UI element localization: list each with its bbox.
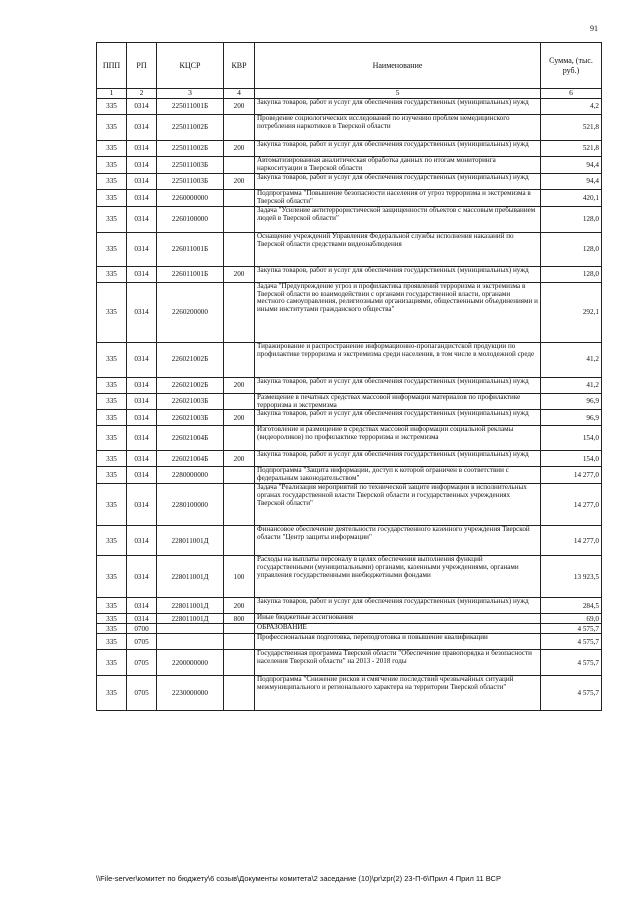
- cell-ppp: 335: [97, 426, 127, 451]
- cell-sum: 13 923,5: [541, 556, 602, 598]
- cell-kcsr: 225011003Б: [157, 157, 224, 174]
- cell-rp: 0314: [127, 410, 157, 426]
- cell-kcsr: 226021003Б: [157, 410, 224, 426]
- cell-sum: 14 277,0: [541, 484, 602, 526]
- cell-rp: 0700: [127, 624, 157, 634]
- cell-sum: 4,2: [541, 99, 602, 115]
- cell-ppp: 335: [97, 141, 127, 157]
- cell-ppp: 335: [97, 99, 127, 115]
- table-row: [97, 282, 602, 342]
- column-number: 2: [127, 89, 157, 99]
- cell-sum: 14 277,0: [541, 526, 602, 556]
- cell-kcsr: 228011001Д: [157, 526, 224, 556]
- cell-rp: 0314: [127, 189, 157, 206]
- cell-kcsr: 225011001Б: [157, 99, 224, 115]
- cell-kcsr: 226021004Б: [157, 451, 224, 467]
- cell-ppp: 335: [97, 282, 127, 342]
- cell-name: Закупка товаров, работ и услуг для обеспечения государственных (муниципальных) нужд: [255, 410, 541, 426]
- cell-ppp: 335: [97, 634, 127, 650]
- cell-name: Задача "Предупреждение угроз и профилактика проявлений терроризма и экстремизма в Тверской области во взаимодействии с органами государственной власти, органами местного самоуправления, религиозными организациями, общественными объединениями и иными институтами гражданского общества": [255, 282, 541, 342]
- cell-name: Задача "Усиление антитеррористической защищенности объектов с массовым пребыванием людей в Тверской области": [255, 206, 541, 232]
- cell-kvr: [224, 342, 255, 377]
- cell-sum: 154,0: [541, 451, 602, 467]
- cell-kvr: 200: [224, 598, 255, 614]
- cell-rp: 0314: [127, 393, 157, 410]
- cell-sum: 96,9: [541, 410, 602, 426]
- cell-rp: 0314: [127, 282, 157, 342]
- table-row: [97, 232, 602, 266]
- cell-ppp: 335: [97, 393, 127, 410]
- cell-ppp: 335: [97, 556, 127, 598]
- cell-kvr: [224, 206, 255, 232]
- cell-sum: 4 575,7: [541, 650, 602, 676]
- header-name: Наименование: [255, 43, 541, 89]
- table-row: [97, 614, 602, 624]
- cell-kvr: [224, 634, 255, 650]
- cell-kcsr: [157, 634, 224, 650]
- cell-kvr: [224, 426, 255, 451]
- cell-kvr: 200: [224, 266, 255, 282]
- cell-name: Автоматизированная аналитическая обработка данных по итогам мониторинга наркоситуации в Тверской области: [255, 157, 541, 174]
- cell-rp: 0314: [127, 141, 157, 157]
- cell-kvr: [224, 282, 255, 342]
- cell-rp: 0314: [127, 115, 157, 141]
- cell-kcsr: 2280000000: [157, 467, 224, 484]
- table-row: [97, 467, 602, 484]
- cell-name: Оснащение учреждений Управления Федеральной службы исполнения наказаний по Тверской области средствами видеонаблюдения: [255, 232, 541, 266]
- budget-table: [96, 42, 602, 711]
- table-row: [97, 99, 602, 115]
- cell-name: Тиражирование и распространение информационно-пропагандистской продукции по профилактике терроризма и экстремизма среди населения, в том числе в молодежной среде: [255, 342, 541, 377]
- cell-sum: 41,2: [541, 342, 602, 377]
- cell-name: Размещение в печатных средствах массовой информации материалов по профилактике терроризма и экстремизма: [255, 393, 541, 410]
- cell-rp: 0705: [127, 634, 157, 650]
- table-row: [97, 556, 602, 598]
- cell-sum: 292,1: [541, 282, 602, 342]
- table-row: [97, 266, 602, 282]
- cell-kvr: [224, 393, 255, 410]
- cell-kvr: [224, 189, 255, 206]
- cell-kvr: 200: [224, 141, 255, 157]
- cell-rp: 0314: [127, 484, 157, 526]
- cell-name: Закупка товаров, работ и услуг для обеспечения государственных (муниципальных) нужд: [255, 377, 541, 393]
- table-row: [97, 206, 602, 232]
- cell-kvr: 200: [224, 173, 255, 189]
- cell-rp: 0314: [127, 556, 157, 598]
- cell-sum: 128,0: [541, 232, 602, 266]
- column-number: 4: [224, 89, 255, 99]
- cell-name: Закупка товаров, работ и услуг для обеспечения государственных (муниципальных) нужд: [255, 266, 541, 282]
- cell-sum: 420,1: [541, 189, 602, 206]
- cell-sum: 94,4: [541, 157, 602, 174]
- table-row: [97, 634, 602, 650]
- cell-ppp: 335: [97, 173, 127, 189]
- header-ppp: ППП: [97, 43, 127, 89]
- cell-rp: 0314: [127, 526, 157, 556]
- cell-kcsr: [157, 624, 224, 634]
- table-row: [97, 676, 602, 711]
- cell-rp: 0314: [127, 614, 157, 624]
- header-rp: РП: [127, 43, 157, 89]
- cell-name: Задача "Реализация мероприятий по технической защите информации в исполнительных органах государственной власти Тверской области и государственных учреждениях Тверской области": [255, 484, 541, 526]
- cell-kcsr: 2280100000: [157, 484, 224, 526]
- cell-rp: 0314: [127, 99, 157, 115]
- cell-name: Изготовление и размещение в средствах массовой информации социальной рекламы (видеороликов) по профилактике терроризма и экстремизма: [255, 426, 541, 451]
- cell-kcsr: 228011001Д: [157, 598, 224, 614]
- column-number: 1: [97, 89, 127, 99]
- cell-kcsr: 2230000000: [157, 676, 224, 711]
- cell-kvr: 200: [224, 410, 255, 426]
- cell-ppp: 335: [97, 189, 127, 206]
- table-row: [97, 624, 602, 634]
- cell-name: ОБРАЗОВАНИЕ: [255, 624, 541, 634]
- cell-sum: 4 575,7: [541, 676, 602, 711]
- cell-kvr: [224, 526, 255, 556]
- cell-ppp: 335: [97, 484, 127, 526]
- cell-ppp: 335: [97, 115, 127, 141]
- cell-kcsr: 2200000000: [157, 650, 224, 676]
- cell-kcsr: 2260200000: [157, 282, 224, 342]
- cell-kvr: 100: [224, 556, 255, 598]
- cell-kcsr: 225011003Б: [157, 173, 224, 189]
- cell-kcsr: 226021004Б: [157, 426, 224, 451]
- cell-kcsr: 228011001Д: [157, 556, 224, 598]
- cell-name: Подпрограмма "Защита информации, доступ к которой ограничен в соответствии с федеральным законодательством": [255, 467, 541, 484]
- cell-kvr: [224, 676, 255, 711]
- cell-kcsr: 225011002Б: [157, 115, 224, 141]
- cell-name: Расходы на выплаты персоналу в целях обеспечения выполнения функций государственными (муниципальными) органами, казенными учреждениями, органами управления государственными внебюджетными фондами: [255, 556, 541, 598]
- cell-rp: 0314: [127, 157, 157, 174]
- cell-ppp: 335: [97, 377, 127, 393]
- table-row: [97, 189, 602, 206]
- table-row: [97, 157, 602, 174]
- cell-kvr: [224, 624, 255, 634]
- header-kvr: КВР: [224, 43, 255, 89]
- table-body: [97, 99, 602, 711]
- cell-sum: 94,4: [541, 173, 602, 189]
- cell-ppp: 335: [97, 157, 127, 174]
- cell-rp: 0314: [127, 377, 157, 393]
- page-number: 91: [590, 24, 598, 33]
- table-row: [97, 141, 602, 157]
- file-path-footer: \\File-server\комитет по бюджету\6 созыв\Документы комитета\2 заседание (10)\pr\zpr(2) 23-П-6\Прил 4 Прил 11 ВСР: [96, 874, 501, 883]
- cell-ppp: 335: [97, 451, 127, 467]
- table-row: [97, 526, 602, 556]
- cell-sum: 154,0: [541, 426, 602, 451]
- cell-sum: 128,0: [541, 206, 602, 232]
- cell-ppp: 335: [97, 614, 127, 624]
- cell-rp: 0314: [127, 206, 157, 232]
- cell-name: Иные бюджетные ассигнования: [255, 614, 541, 624]
- cell-sum: 4 575,7: [541, 624, 602, 634]
- cell-kvr: 200: [224, 377, 255, 393]
- cell-name: Закупка товаров, работ и услуг для обеспечения государственных (муниципальных) нужд: [255, 141, 541, 157]
- cell-kcsr: 226011001Б: [157, 266, 224, 282]
- cell-ppp: 335: [97, 342, 127, 377]
- cell-ppp: 335: [97, 410, 127, 426]
- cell-kvr: 200: [224, 99, 255, 115]
- cell-ppp: 335: [97, 206, 127, 232]
- cell-rp: 0314: [127, 426, 157, 451]
- cell-sum: 284,5: [541, 598, 602, 614]
- cell-name: Профессиональная подготовка, переподготовка и повышение квалификации: [255, 634, 541, 650]
- table-row: [97, 393, 602, 410]
- cell-kcsr: 226021002Б: [157, 377, 224, 393]
- cell-ppp: 335: [97, 676, 127, 711]
- cell-sum: 128,0: [541, 266, 602, 282]
- cell-ppp: 335: [97, 598, 127, 614]
- cell-sum: 521,8: [541, 141, 602, 157]
- table-row: [97, 342, 602, 377]
- cell-kvr: [224, 232, 255, 266]
- header-kcsr: КЦСР: [157, 43, 224, 89]
- cell-kcsr: 226021002Б: [157, 342, 224, 377]
- cell-kcsr: 2260100000: [157, 206, 224, 232]
- cell-sum: 96,9: [541, 393, 602, 410]
- cell-ppp: 335: [97, 232, 127, 266]
- column-number: 3: [157, 89, 224, 99]
- cell-rp: 0314: [127, 232, 157, 266]
- cell-rp: 0705: [127, 676, 157, 711]
- cell-name: Проведение социологических исследований по изучению проблем немедицинского потребления наркотиков в Тверской области: [255, 115, 541, 141]
- cell-kcsr: 226021003Б: [157, 393, 224, 410]
- table-row: [97, 115, 602, 141]
- cell-kvr: [224, 157, 255, 174]
- cell-name: Государственная программа Тверской области "Обеспечение правопорядка и безопасности населения Тверской области" на 2013 - 2018 годы: [255, 650, 541, 676]
- cell-sum: 69,0: [541, 614, 602, 624]
- cell-name: Финансовое обеспечение деятельности государственного казенного учреждения Тверской области "Центр защиты информации": [255, 526, 541, 556]
- cell-kcsr: 2260000000: [157, 189, 224, 206]
- table-row: [97, 650, 602, 676]
- table-row: [97, 451, 602, 467]
- table-row: [97, 410, 602, 426]
- cell-name: Закупка товаров, работ и услуг для обеспечения государственных (муниципальных) нужд: [255, 173, 541, 189]
- cell-kcsr: 226011001Б: [157, 232, 224, 266]
- table-row: [97, 173, 602, 189]
- cell-ppp: 335: [97, 650, 127, 676]
- cell-rp: 0314: [127, 342, 157, 377]
- table-row: [97, 377, 602, 393]
- cell-ppp: 335: [97, 266, 127, 282]
- cell-kcsr: 228011001Д: [157, 614, 224, 624]
- cell-kvr: [224, 467, 255, 484]
- cell-ppp: 335: [97, 526, 127, 556]
- column-number: 5: [255, 89, 541, 99]
- cell-name: Закупка товаров, работ и услуг для обеспечения государственных (муниципальных) нужд: [255, 451, 541, 467]
- cell-name: Закупка товаров, работ и услуг для обеспечения государственных (муниципальных) нужд: [255, 598, 541, 614]
- cell-sum: 14 277,0: [541, 467, 602, 484]
- column-number-row: [97, 89, 602, 99]
- table-row: [97, 484, 602, 526]
- header-row: [97, 43, 602, 89]
- cell-kvr: [224, 115, 255, 141]
- table-row: [97, 598, 602, 614]
- cell-name: Подпрограмма "Повышение безопасности населения от угроз терроризма и экстремизма в Тверской области": [255, 189, 541, 206]
- cell-name: Подпрограмма "Снижение рисков и смягчение последствий чрезвычайных ситуаций межмуниципального и регионального характера на территории Тверской области": [255, 676, 541, 711]
- cell-sum: 41,2: [541, 377, 602, 393]
- cell-rp: 0314: [127, 173, 157, 189]
- cell-ppp: 335: [97, 624, 127, 634]
- cell-kvr: 200: [224, 451, 255, 467]
- cell-rp: 0314: [127, 467, 157, 484]
- cell-kcsr: 225011002Б: [157, 141, 224, 157]
- cell-kvr: [224, 484, 255, 526]
- cell-rp: 0314: [127, 266, 157, 282]
- cell-kvr: 800: [224, 614, 255, 624]
- cell-name: Закупка товаров, работ и услуг для обеспечения государственных (муниципальных) нужд: [255, 99, 541, 115]
- header-sum: Сумма, (тыс. руб.): [541, 43, 602, 89]
- cell-ppp: 335: [97, 467, 127, 484]
- cell-rp: 0314: [127, 451, 157, 467]
- cell-sum: 4 575,7: [541, 634, 602, 650]
- table-row: [97, 426, 602, 451]
- column-number: 6: [541, 89, 602, 99]
- cell-sum: 521,8: [541, 115, 602, 141]
- cell-rp: 0705: [127, 650, 157, 676]
- cell-rp: 0314: [127, 598, 157, 614]
- cell-kvr: [224, 650, 255, 676]
